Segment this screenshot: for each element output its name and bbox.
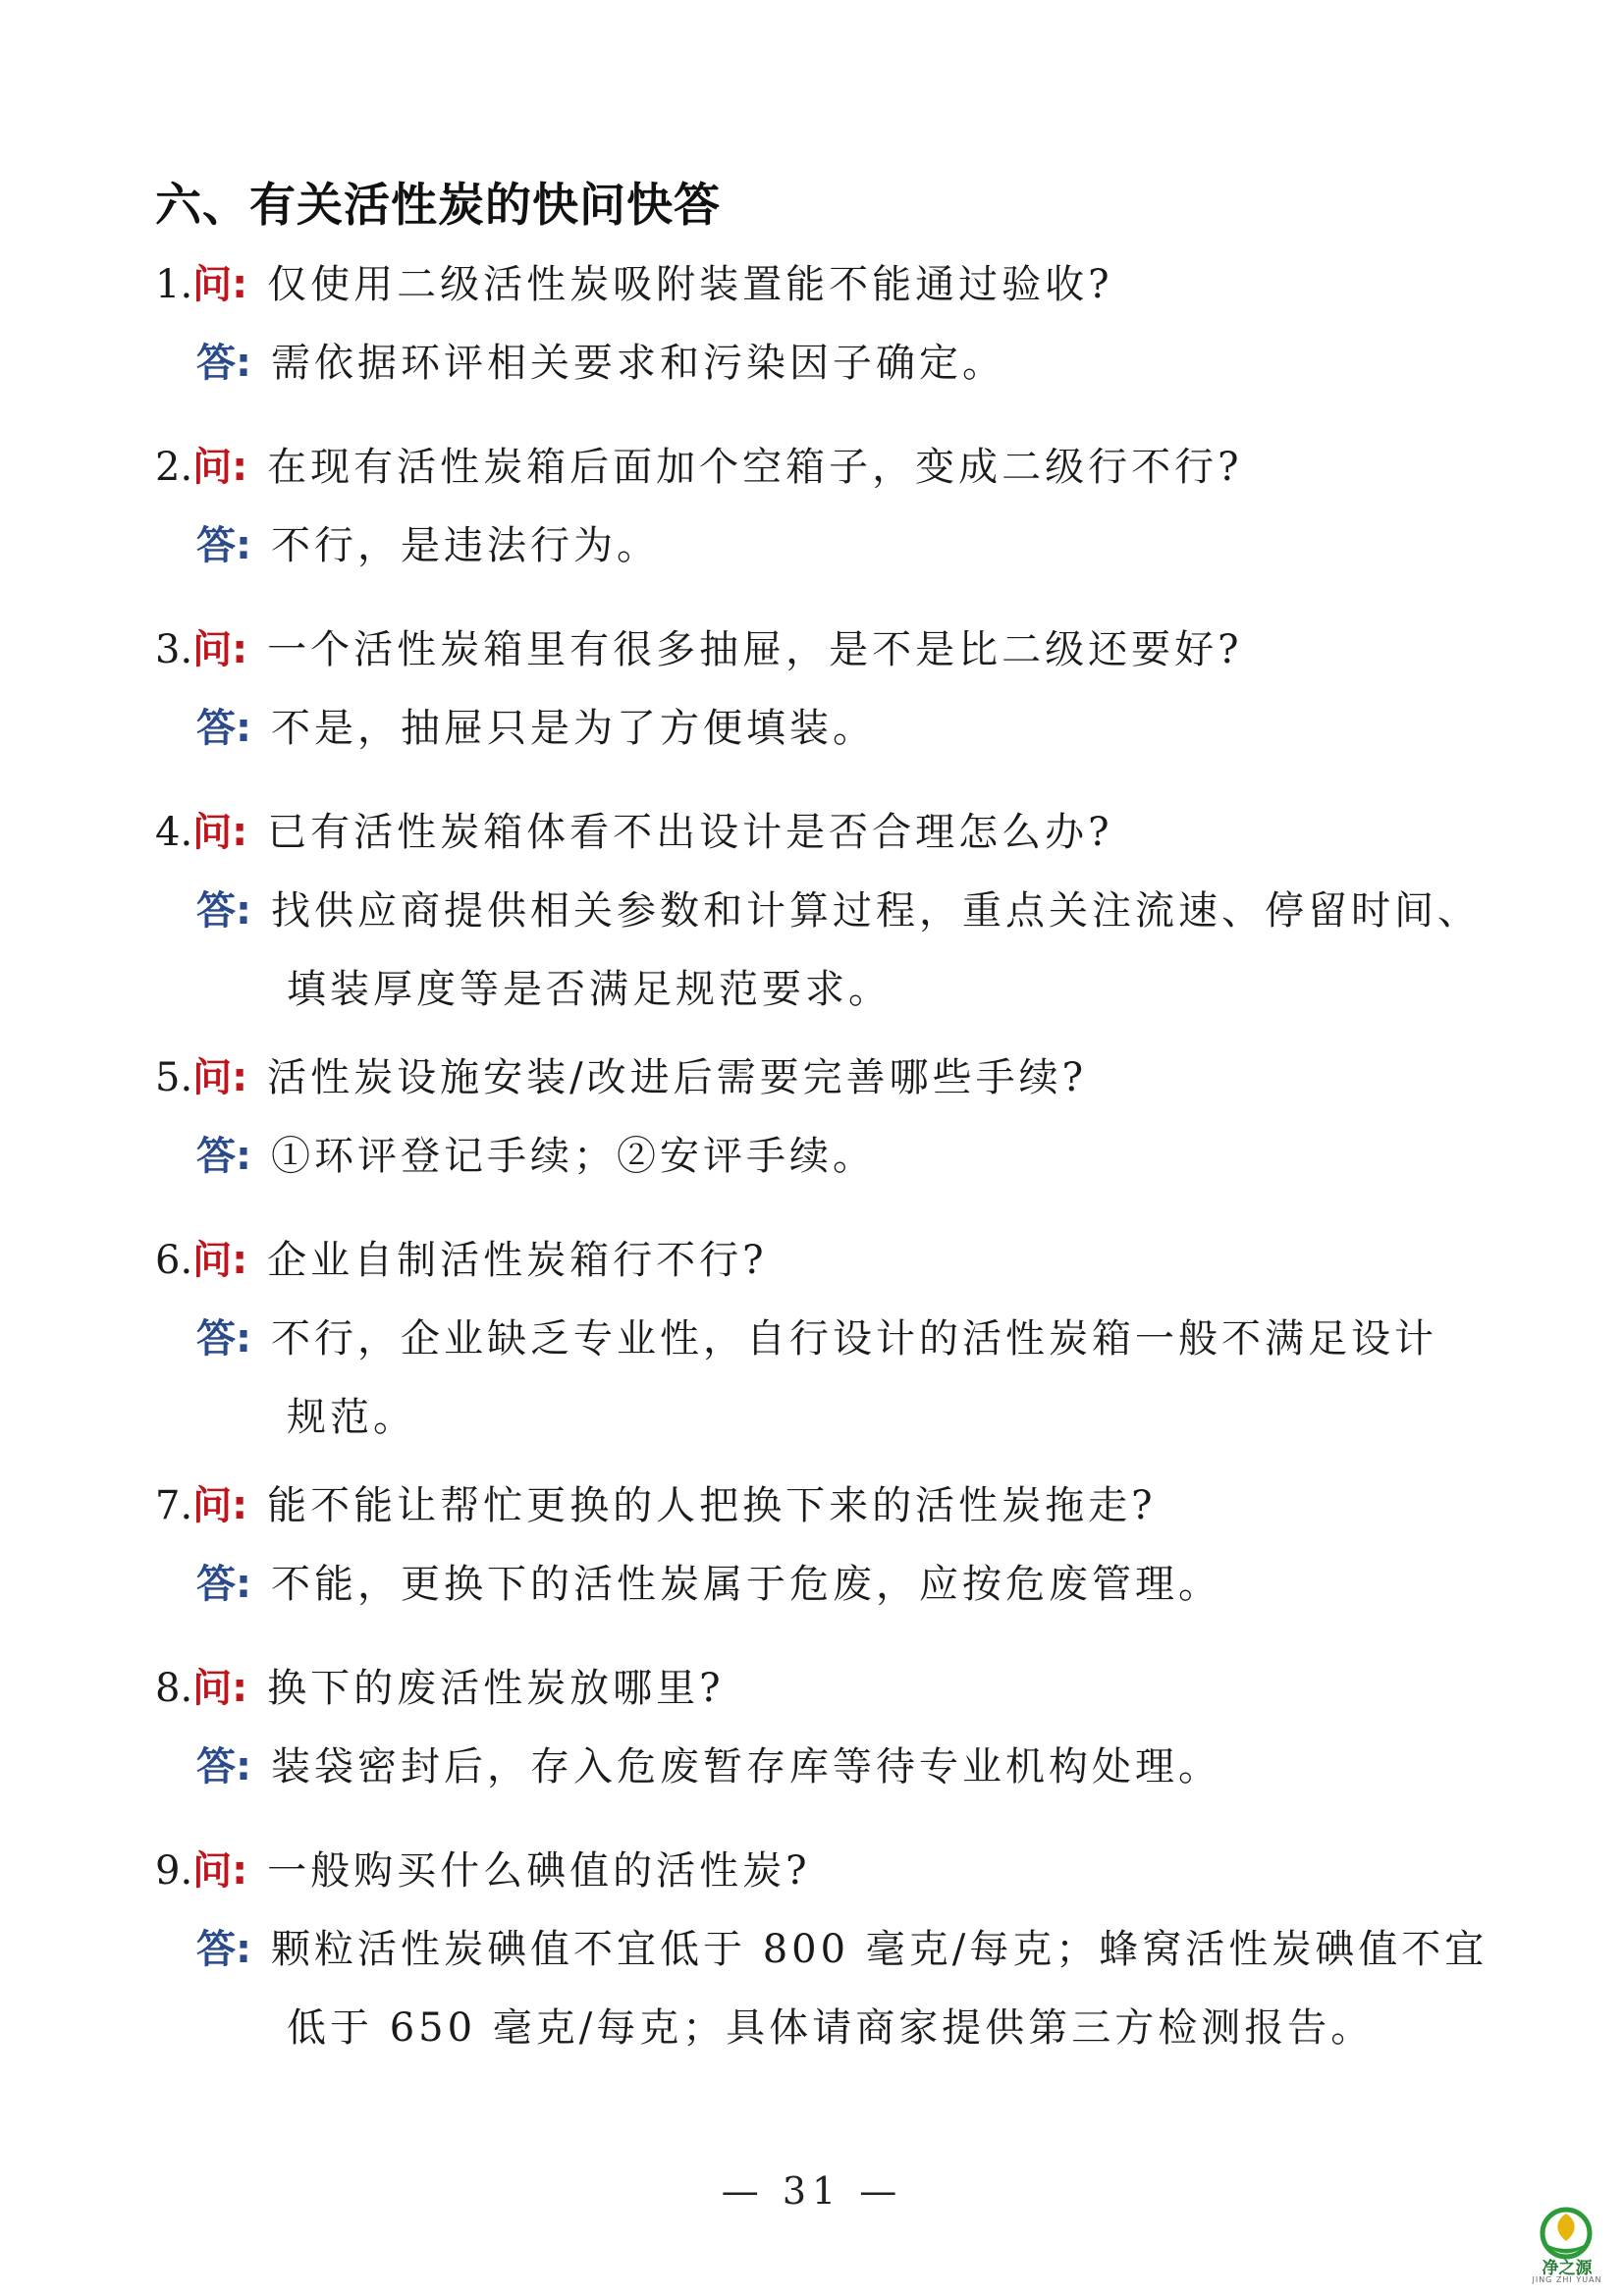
answer-label: 答: — [196, 1562, 251, 1607]
question-label: 问: — [192, 1483, 248, 1528]
answer-label: 答: — [196, 888, 251, 934]
answer-label: 答: — [196, 1744, 251, 1789]
question-text: 一般购买什么碘值的活性炭? — [267, 1848, 811, 1894]
answer-label: 答: — [196, 706, 251, 751]
answer-line — [196, 507, 660, 585]
answer-line — [196, 1117, 876, 1196]
question-line — [155, 793, 1113, 872]
question-number: 1. — [155, 262, 193, 307]
answer-text: 不能，更换下的活性炭属于危废，应按危废管理。 — [271, 1562, 1221, 1607]
answer-line — [196, 689, 876, 768]
answer-label: 答: — [196, 1134, 251, 1179]
answer-text: 需依据环评相关要求和污染因子确定。 — [271, 341, 1005, 386]
question-number: 8. — [155, 1666, 193, 1711]
question-number: 5. — [155, 1055, 193, 1100]
question-label: 问: — [192, 810, 248, 855]
question-text: 一个活性炭箱里有很多抽屉，是不是比二级还要好? — [267, 627, 1243, 672]
question-text: 换下的废活性炭放哪里? — [267, 1666, 725, 1711]
answer-continuation: 填装厚度等是否满足规范要求。 — [287, 967, 892, 1012]
answer-text: 颗粒活性炭碘值不宜低于 800 毫克/每克；蜂窝活性炭碘值不宜 — [271, 1927, 1489, 1972]
question-line — [155, 1467, 1157, 1545]
answer-text: 不是，抽屉只是为了方便填装。 — [271, 706, 876, 751]
answer-line — [196, 1728, 1221, 1806]
answer-label: 答: — [196, 341, 251, 386]
question-number: 7. — [155, 1483, 193, 1528]
question-text: 活性炭设施安装/改进后需要完善哪些手续? — [267, 1055, 1088, 1100]
question-line — [155, 1039, 1087, 1117]
answer-label: 答: — [196, 1316, 251, 1362]
answer-label: 答: — [196, 1927, 251, 1972]
logo-name: 净之源 — [1542, 2259, 1593, 2278]
question-label: 问: — [192, 445, 248, 490]
answer-line — [196, 324, 1005, 402]
answer-continuation: 低于 650 毫克/每克；具体请商家提供第三方检测报告。 — [287, 2005, 1375, 2051]
answer-text: 找供应商提供相关参数和计算过程，重点关注流速、停留时间、 — [271, 888, 1481, 934]
question-text: 仅使用二级活性炭吸附装置能不能通过验收? — [267, 262, 1113, 307]
question-text: 能不能让帮忙更换的人把换下来的活性炭拖走? — [267, 1483, 1157, 1528]
question-line — [155, 1649, 725, 1728]
logo-subtitle: JING ZHI YUAN — [1532, 2275, 1602, 2284]
question-label: 问: — [192, 262, 248, 307]
question-text: 企业自制活性炭箱行不行? — [267, 1238, 768, 1283]
question-line — [155, 428, 1243, 507]
answer-text: 装袋密封后，存入危废暂存库等待专业机构处理。 — [271, 1744, 1221, 1789]
question-text: 在现有活性炭箱后面加个空箱子，变成二级行不行? — [267, 445, 1243, 490]
page-number: — 31 — — [721, 2169, 903, 2213]
answer-line — [196, 1910, 1488, 1989]
answer-line — [196, 1545, 1221, 1624]
question-label: 问: — [192, 1666, 248, 1711]
answer-text: 不行，是违法行为。 — [271, 523, 660, 568]
answer-label: 答: — [196, 523, 251, 568]
answer-continuation: 规范。 — [287, 1395, 416, 1440]
question-label: 问: — [192, 627, 248, 672]
question-label: 问: — [192, 1238, 248, 1283]
question-label: 问: — [192, 1848, 248, 1894]
answer-line — [196, 1300, 1437, 1378]
question-text: 已有活性炭箱体看不出设计是否合理怎么办? — [267, 810, 1113, 855]
answer-text: 不行，企业缺乏专业性，自行设计的活性炭箱一般不满足设计 — [271, 1316, 1437, 1362]
question-number: 2. — [155, 445, 193, 490]
question-line — [155, 1832, 811, 1910]
question-number: 9. — [155, 1848, 193, 1894]
question-number: 3. — [155, 627, 193, 672]
answer-text: ①环评登记手续；②安评手续。 — [271, 1134, 876, 1179]
question-line — [155, 611, 1243, 689]
question-line — [155, 1221, 768, 1300]
question-number: 4. — [155, 810, 193, 855]
question-number: 6. — [155, 1238, 193, 1283]
question-label: 问: — [192, 1055, 248, 1100]
question-line — [155, 245, 1113, 324]
section-title: 六、有关活性炭的快问快答 — [155, 179, 721, 233]
answer-line — [196, 872, 1481, 950]
